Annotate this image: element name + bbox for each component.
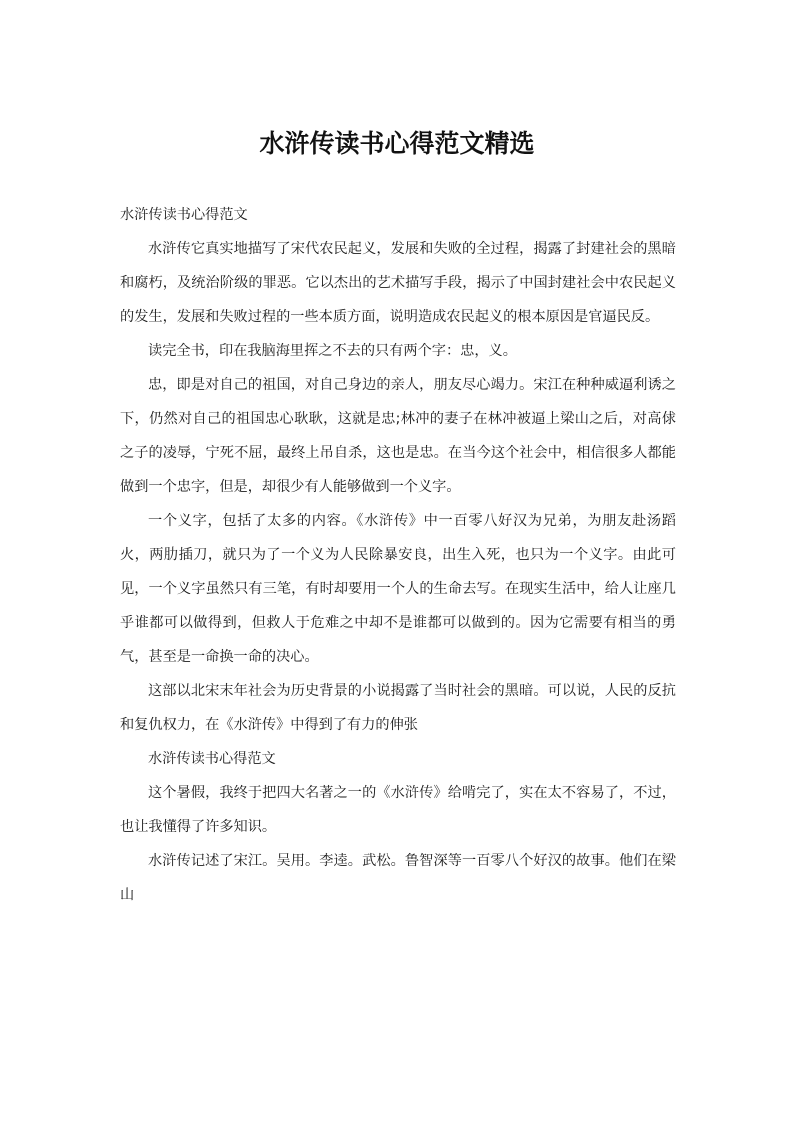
paragraph-subheading-1: 水浒传读书心得范文 <box>120 207 248 223</box>
paragraph-loyalty-righteousness: 读完全书，印在我脑海里挥之不去的只有两个字：忠，义。 <box>148 343 517 359</box>
document-body <box>120 198 676 912</box>
paragraph-summer: 这个暑假，我终于把四大名著之一的《水浒传》给啃完了，实在太不容易了，不过，也让我懂得了许多知识。 <box>120 785 676 835</box>
paragraph-righteousness: 一个义字，包括了太多的内容。《水浒传》中一百零八好汉为兄弟，为朋友赴汤蹈火，两肋插刀，就只为了一个义为人民除暴安良，出生入死，也只为一个义字。由此可见，一个义字虽然只有三笔，有时却要用一个人的生命去写。在现实生活中，给人让座几乎谁都可以做得到，但救人于危难之中却不是谁都可以做到的。因为它需要有相当的勇气，甚至是一命换一命的决心。 <box>120 513 676 665</box>
paragraph-subheading-2: 水浒传读书心得范文 <box>148 751 276 767</box>
paragraph-intro: 水浒传它真实地描写了宋代农民起义，发展和失败的全过程，揭露了封建社会的黑暗和腐朽，及统治阶级的罪恶。它以杰出的艺术描写手段，揭示了中国封建社会中农民起义的发生，发展和失败过程的一些本质方面，说明造成农民起义的根本原因是官逼民反。 <box>120 241 676 325</box>
paragraph-loyalty: 忠，即是对自己的祖国，对自己身边的亲人，朋友尽心竭力。宋江在种种威逼利诱之下，仍然对自己的祖国忠心耿耿，这就是忠;林冲的妻子在林冲被逼上梁山之后，对高俅之子的凌辱，宁死不屈，最终上吊自杀，这也是忠。在当今这个社会中，相信很多人都能做到一个忠字，但是，却很少有人能够做到一个义字。 <box>120 377 676 495</box>
paragraph-characters: 水浒传记述了宋江。吴用。李逵。武松。鲁智深等一百零八个好汉的故事。他们在梁山 <box>120 853 676 903</box>
document-title: 水浒传读书心得范文精选 <box>259 129 535 158</box>
paragraph-conclusion: 这部以北宋末年社会为历史背景的小说揭露了当时社会的黑暗。可以说，人民的反抗和复仇权力，在《水浒传》中得到了有力的伸张 <box>120 683 676 733</box>
